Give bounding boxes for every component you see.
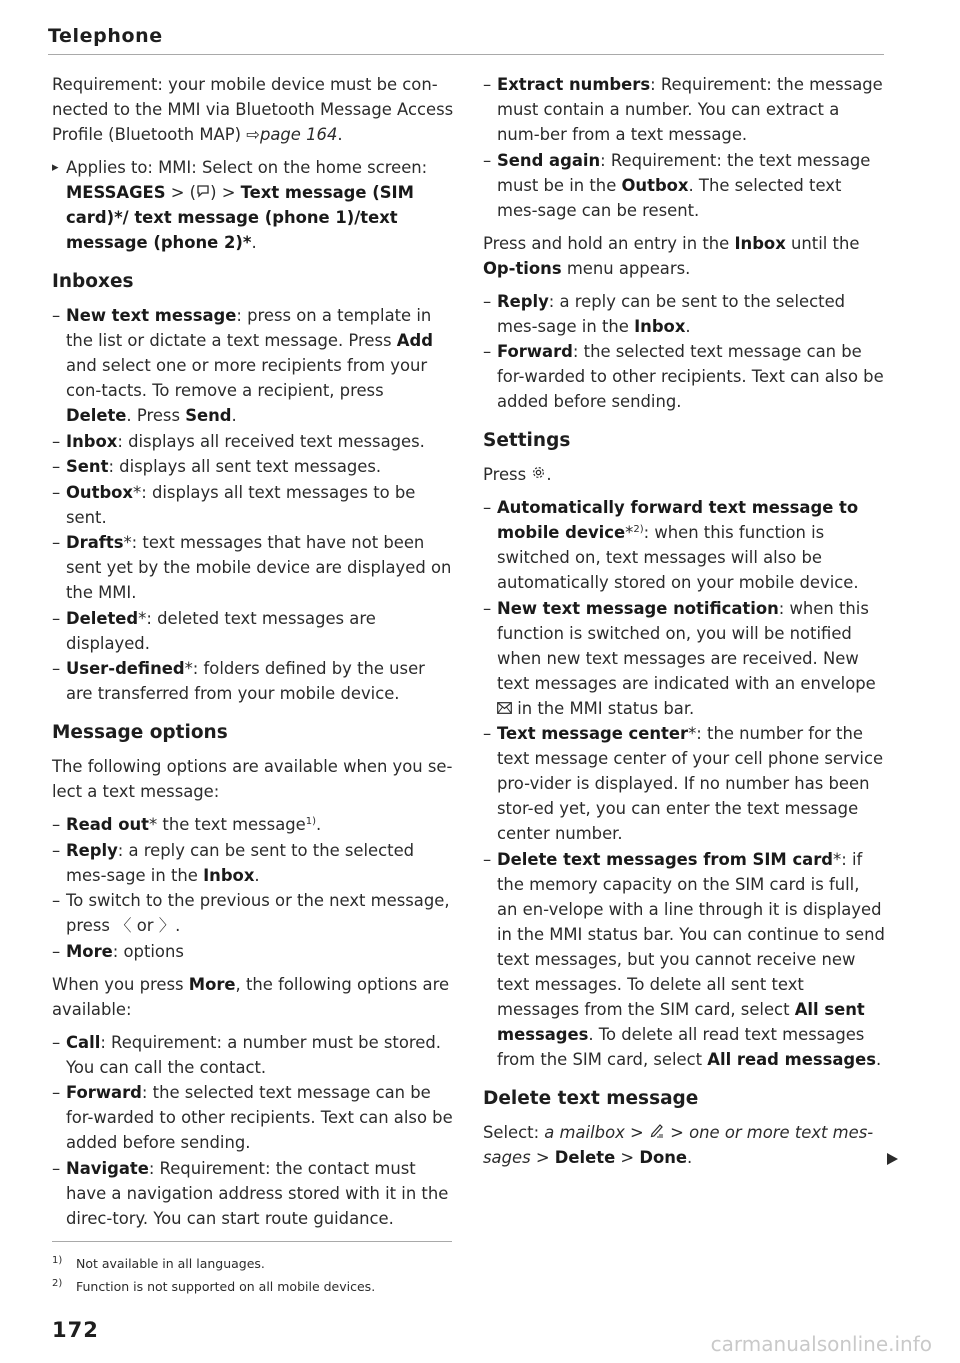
- chevron-left-icon: 〈: [115, 916, 132, 935]
- settings-heading: Settings: [483, 430, 571, 451]
- list-item: – Reply: a reply can be sent to the selected mes-sage in the Inbox.: [483, 289, 885, 339]
- options-intro: The following options are available when you se-lect a text message:: [52, 757, 453, 801]
- list-item: – User-defined*: folders defined by the user are transferred from your mobile device.: [52, 656, 454, 706]
- inboxes-heading: Inboxes: [52, 271, 134, 292]
- watermark: carmanualsonline.info: [710, 1332, 932, 1356]
- edit-pencil-icon: [649, 1120, 665, 1145]
- page-ref-arrow-icon: ⇨: [246, 125, 260, 144]
- left-column: [52, 72, 454, 1239]
- list-item: – Call: Requirement: a number must be stored. You can call the contact.: [52, 1030, 454, 1080]
- list-item: – Reply: a reply can be sent to the selected mes-sage in the Inbox.: [52, 838, 454, 888]
- message-options-heading: Message options: [52, 722, 228, 743]
- inboxes-list: [52, 303, 454, 706]
- list-item: – Extract numbers: Requirement: the message must contain a number. You can extract a num-ber from a text message.: [483, 72, 885, 147]
- list-item: – Automatically forward text message to mobile device*$^{2)}$: when this function is switched on, text messages will also be automatically stored on your mobile device.: [483, 495, 885, 595]
- settings-list: [483, 495, 885, 1072]
- list-item: – To switch to the previous or the next message, press 〈 or 〉.: [52, 888, 454, 938]
- page-ref-link[interactable]: page 164: [259, 125, 338, 144]
- list-item: – Sent: displays all sent text messages.: [52, 454, 454, 479]
- section-title: Telephone: [48, 25, 163, 47]
- delete-instruction: Select: a mailbox > > one or more text mes-sages > Delete > Done.: [483, 1120, 885, 1170]
- footnotes: [52, 1241, 452, 1298]
- delete-message-heading: Delete text message: [483, 1087, 699, 1109]
- message-bubble-icon: [196, 180, 210, 205]
- options-list: [52, 812, 454, 964]
- press-settings: Press .: [483, 462, 885, 487]
- list-item: – Delete text messages from SIM card*: if the memory capacity on the SIM card is full, an en-velope with a line through it is displayed in the MMI status bar. You can continue to send text messages, but you cannot receive new text messages. To delete all sent text messages from the SIM card, select All sent messages. To delete all read text messages from the SIM card, select All read messages.: [483, 847, 885, 1072]
- inbox-options-list: [483, 289, 885, 415]
- more-intro: When you press More, the following options are available:: [52, 974, 450, 1019]
- list-item: – Drafts*: text messages that have not been sent yet by the mobile device are displayed on the MMI.: [52, 530, 454, 605]
- list-item: – Outbox*: displays all text messages to be sent.: [52, 480, 454, 530]
- more-options-list-cont: [483, 72, 885, 223]
- list-item: – New text message notification: when this function is switched on, you will be notified when new text messages are received. New text messages are indicated with an envelope in the MMI status bar.: [483, 596, 885, 721]
- footnote: 1) Not available in all languages.: [52, 1255, 265, 1271]
- list-item: – Deleted*: deleted text messages are displayed.: [52, 606, 454, 656]
- list-item: – Text message center*: the number for the text message center of your cell phone service pro-vider is displayed. If no number has been stor-ed yet, you can enter the text message center number.: [483, 721, 885, 846]
- gear-icon: [531, 462, 546, 487]
- list-item: – Read out* the text message$^{1)}$.: [52, 812, 454, 837]
- page-number: 172: [52, 1318, 99, 1342]
- list-item: – Navigate: Requirement: the contact must have a navigation address stored with it in the direc-tory. You can start route guidance.: [52, 1156, 454, 1231]
- more-options-list: [52, 1030, 454, 1231]
- list-item: – Inbox: displays all received text messages.: [52, 429, 454, 454]
- envelope-icon: [497, 696, 512, 721]
- footnote-ref: 2): [633, 524, 644, 535]
- footnote-ref: 1): [305, 816, 317, 827]
- requirement-paragraph: Requirement: your mobile device must be con-nected to the MMI via Bluetooth Message Access Profile (Bluetooth MAP) ⇨page 164.: [52, 75, 454, 144]
- press-hold-paragraph: Press and hold an entry in the Inbox until the Op-tions menu appears.: [483, 233, 860, 278]
- list-item: – Forward: the selected text message can be for-warded to other recipients. Text can also be added before sending.: [483, 339, 885, 414]
- footnote: 2) Function is not supported on all mobile devices.: [52, 1278, 376, 1294]
- right-column: [483, 72, 885, 1178]
- list-item: – Send again: Requirement: the text message must be in the Outbox. The selected text mes-sage can be resent.: [483, 148, 885, 223]
- list-item: – More: options: [52, 939, 454, 964]
- applies-to-step: ▸ Applies to: MMI: Select on the home screen: MESSAGES > ( ) > Text message (SIM card)*/ text message (phone 1)/text message (phone 2)*.: [52, 155, 454, 255]
- list-item: – New text message: press on a template in the list or dictate a text message. Press Add and select one or more recipients from your con-tacts. To remove a recipient, press Delete. Press Send.: [52, 303, 454, 428]
- list-item: – Forward: the selected text message can be for-warded to other recipients. Text can also be added before sending.: [52, 1080, 454, 1155]
- continue-arrow-icon: [885, 1151, 899, 1165]
- page-header: [48, 22, 884, 55]
- chevron-right-icon: 〉: [158, 916, 176, 935]
